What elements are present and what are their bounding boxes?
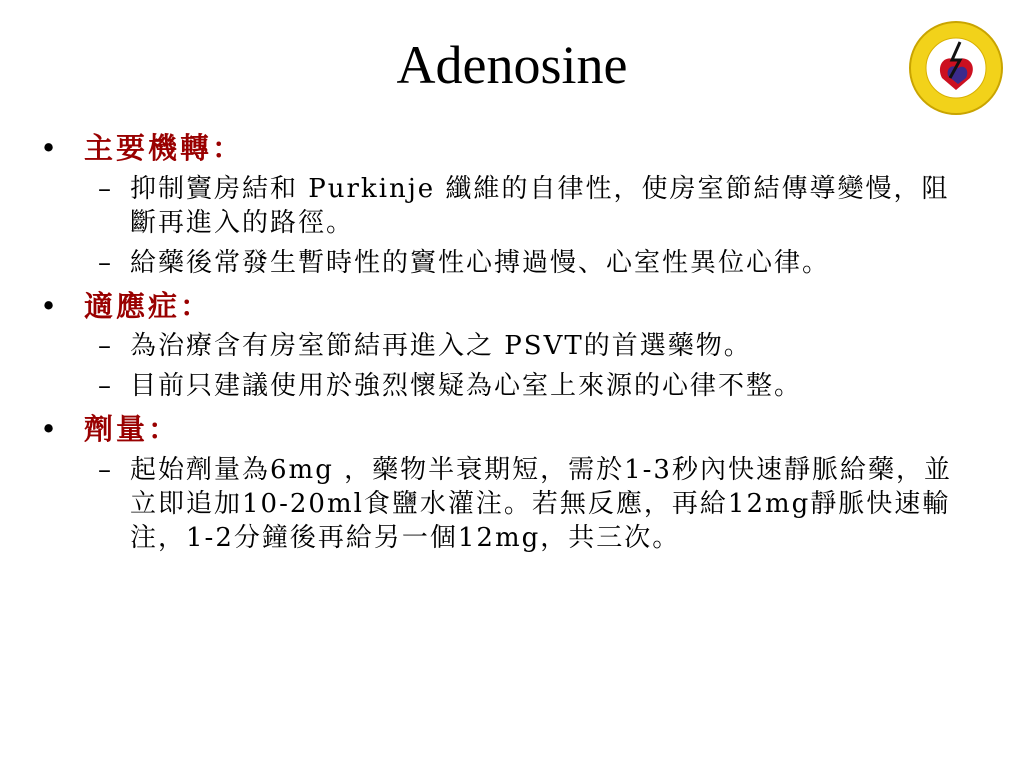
dash-icon: – bbox=[98, 331, 113, 362]
item-text: 起始劑量為6mg ，藥物半衰期短，需於1-3秒內快速靜脈給藥，並立即追加10-20ml食鹽水灌注。若無反應，再給12mg靜脈快速輸注，1-2分鐘後再給另一個12mg，共三次。 bbox=[130, 455, 952, 554]
bullet-icon: • bbox=[40, 412, 61, 447]
list-item bbox=[98, 246, 1000, 280]
section-heading: 劑量： bbox=[84, 412, 181, 447]
section-dosage bbox=[40, 411, 1000, 555]
slide-title: Adenosine bbox=[396, 35, 628, 95]
section-heading: 適應症： bbox=[84, 288, 213, 323]
society-emblem-icon bbox=[908, 20, 1004, 116]
item-text: 給藥後常發生暫時性的竇性心搏過慢、心室性異位心律。 bbox=[130, 247, 831, 278]
section-heading: 主要機轉： bbox=[84, 131, 245, 165]
dash-icon: – bbox=[98, 455, 113, 486]
bullet-icon: • bbox=[40, 288, 61, 323]
list-item bbox=[98, 453, 1000, 555]
list-item bbox=[98, 369, 1000, 403]
slide-body bbox=[40, 130, 1000, 563]
item-text: 目前只建議使用於強烈懷疑為心室上來源的心律不整。 bbox=[130, 371, 803, 402]
item-text: 抑制竇房結和 Purkinje 纖維的自律性，使房室節結傳導變慢，阻斷再進入的路徑。 bbox=[130, 173, 950, 238]
dash-icon: – bbox=[98, 371, 113, 402]
list-item bbox=[98, 172, 1000, 240]
dash-icon: – bbox=[98, 173, 113, 204]
bullet-icon: • bbox=[40, 131, 61, 165]
section-indications bbox=[40, 288, 1000, 404]
dash-icon: – bbox=[98, 247, 113, 278]
section-mechanism bbox=[40, 130, 1000, 280]
list-item bbox=[98, 329, 1000, 363]
item-text: 為治療含有房室節結再進入之 PSVT的首選藥物。 bbox=[130, 331, 752, 362]
